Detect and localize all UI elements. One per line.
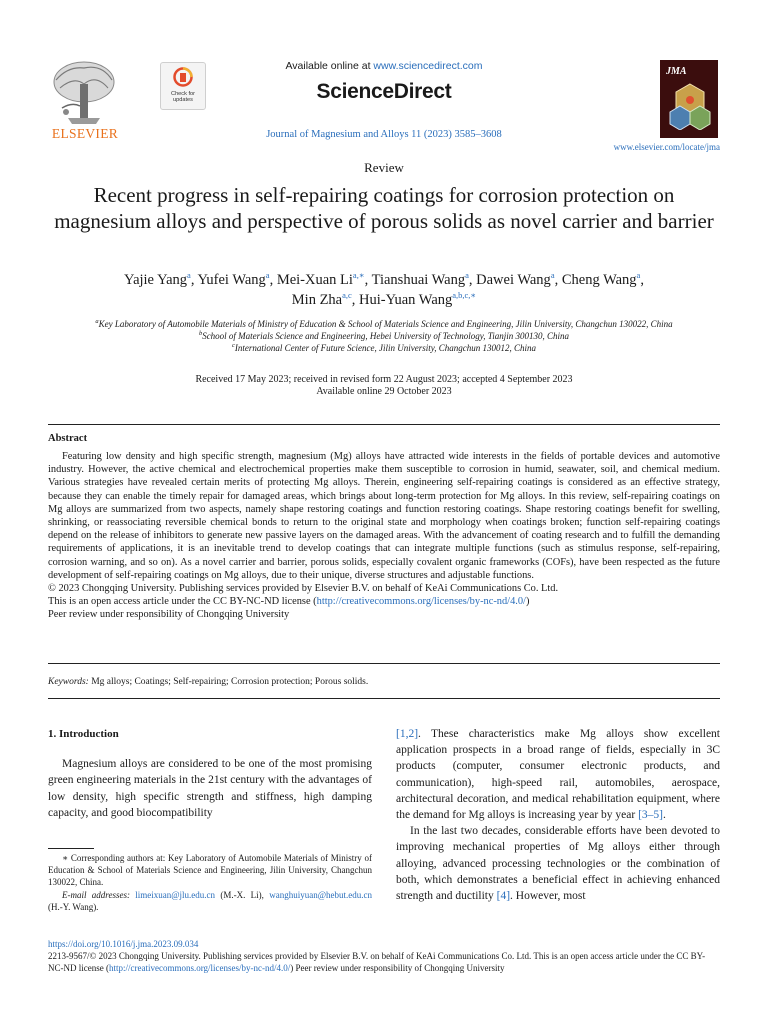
journal-homepage-link[interactable]: www.elsevier.com/locate/jma xyxy=(613,142,720,152)
sciencedirect-link[interactable]: www.sciencedirect.com xyxy=(373,60,483,72)
right-column xyxy=(396,726,720,904)
page-footer xyxy=(48,938,720,974)
author[interactable]: Min Zha$^{a,c}$, xyxy=(291,290,360,308)
author[interactable]: Cheng Wang$^a$, xyxy=(561,270,644,288)
affiliation-a: $^a$Key Laboratory of Automobile Materials of Ministry of Education & School of Materials Science and Engineering, Jilin University, Changchun 130022, China xyxy=(95,318,673,329)
citation-link[interactable]: [1,2] xyxy=(396,728,419,740)
keywords-bottom-rule xyxy=(48,698,720,699)
article-dates xyxy=(48,374,720,398)
available-online xyxy=(200,60,568,72)
abstract xyxy=(48,450,720,622)
author[interactable]: Tianshuai Wang$^a$, xyxy=(371,270,477,288)
author[interactable]: Yufei Wang$^a$, xyxy=(197,270,277,288)
elsevier-wordmark: ELSEVIER xyxy=(51,126,119,141)
abstract-copyright: © 2023 Chongqing University. Publishing services provided by Elsevier B.V. on behalf of KeAi Communications Co. Ltd. xyxy=(48,583,559,595)
keywords xyxy=(48,677,720,687)
abstract-license: This is an open access article under the CC BY-NC-ND license (http://creativecommons.org/licenses/by-nc-nd/4.0/) xyxy=(48,596,530,608)
keywords-text: Mg alloys; Coatings; Self-repairing; Corrosion protection; Porous solids. xyxy=(88,677,369,687)
sciencedirect-brand: ScienceDirect xyxy=(316,80,452,103)
footnote-rule xyxy=(48,848,94,849)
abstract-top-rule xyxy=(48,424,720,425)
author[interactable]: Dawei Wang$^a$, xyxy=(476,270,562,288)
affiliation-c: $^c$International Center of Future Science, Jilin University, Changchun 130012, China xyxy=(231,342,536,353)
footer-license-link[interactable]: http://creativecommons.org/licenses/by-nc-nd/4.0/ xyxy=(108,963,291,973)
check-updates-line2: updates xyxy=(173,97,193,103)
license-link[interactable]: http://creativecommons.org/licenses/by-nc-nd/4.0/ xyxy=(316,596,526,608)
abstract-peer-review: Peer review under responsibility of Chongqing University xyxy=(48,609,290,621)
author[interactable]: Mei-Xuan $Li^{a,∗}$, xyxy=(276,270,372,288)
doi-link[interactable]: https://doi.org/10.1016/j.jma.2023.09.034 xyxy=(48,939,199,949)
check-updates-icon xyxy=(173,67,193,89)
footnote-emails: E-mail addresses: limeixuan@jlu.edu.cn (M.-X. Li), wanghuiyuan@hebut.edu.cn (H.-Y. Wang). xyxy=(48,889,372,912)
available-prefix: Available online at xyxy=(285,60,374,72)
affiliation-b: $^b$School of Materials Science and Engineering, Hebei University of Technology, Tianjin 300130, China xyxy=(198,330,570,341)
check-updates-line1: Check for xyxy=(171,91,195,97)
citation-link[interactable]: [3–5] xyxy=(638,809,663,822)
author-list xyxy=(48,270,720,310)
article-title: Recent progress in self-repairing coatings for corrosion protection on magnesium alloys and perspective of porous solids as novel carrier and barrier xyxy=(54,183,714,233)
keywords-label: Keywords: xyxy=(48,677,89,687)
email-link-li[interactable]: limeixuan@jlu.edu.cn xyxy=(135,889,216,900)
affiliations xyxy=(48,318,720,354)
email-link-wang[interactable]: wanghuiyuan@hebut.edu.cn xyxy=(269,889,372,900)
footnote-text: ∗ Corresponding authors at: Key Laboratory of Automobile Materials of Ministry of Education & School of Materials Science and Engineering, Jilin University, Changchun 130022, China. xyxy=(48,853,372,888)
intro-paragraph-1-cont: [1,2]. These characteristics make Mg alloys show excellent application prospects in a broad range of fields, especially in 3C products (computer, consumer electronic products, and communication), high-speed rail, automobiles, aerospace, architectural decoration, and medical rehabilitation equipment, where the demand for Mg alloys is increasing year by year [3–5]. xyxy=(396,728,720,822)
author[interactable]: Yajie Yang$^a$, xyxy=(124,270,198,288)
cover-title: JMA xyxy=(666,66,687,77)
abstract-body: Featuring low density and high specific strength, magnesium (Mg) alloys have attracted wide interests in the fields of portable devices and automotive industry. However, the active chemical and electrochemical properties make them susceptible to corrosion in humid, seawater, soil, and chemical medium. Various strategies have revealed certain merits of protecting Mg alloys. Therein, engineering self-repairing coatings is considered as an effective strategy, because they can enable the timely repair for damaged areas, which brings about long-term protection for Mg alloys. In this review, self-repairing coatings on Mg alloys are summarized from two aspects, namely shape restoring coatings and function restoring coatings. Shape restoring coatings benefit for swelling, shrinking, or reassociating reversible chemical bonds to return to the original state and morphology when coatings broken; function self-repairing coatings depend on the release of inhibitors to generate new passive layers on the damaged areas. With the advancement of coating research and to fulfill the demanding requirements of applications, it is an inevitable trend to develop coatings that can integrate multiple functions (such as stimulus response, self-repairing, corrosion warning, and so on). As a novel carrier and barrier, porous solids, especially covalent organic frameworks (COFs), have been respected as the future development of self-repairing coatings on Mg alloys, due to their unique, diverse structures and adjustable functions. xyxy=(48,451,720,581)
article-type: Review xyxy=(364,160,404,175)
cover-hexagons-graphic xyxy=(668,82,712,130)
section-heading-introduction: 1. Introduction xyxy=(48,728,119,740)
corresponding-author-footnote xyxy=(48,852,372,913)
citation-link[interactable]: [4] xyxy=(496,890,511,903)
intro-paragraph-2: In the last two decades, considerable efforts have been devoted to improving mechanical properties of Mg alloys either through alloying, advanced processing technologies or the combination of both, which demonstrates a beneficial effect in achieving enhanced strength and ductility [4]. However, most xyxy=(396,825,720,903)
journal-reference[interactable]: Journal of Magnesium and Alloys 11 (2023) 3585–3608 xyxy=(266,129,502,140)
footer-license: 2213-9567/© 2023 Chongqing University. Publishing services provided by Elsevier B.V. on behalf of KeAi Communications Co. Ltd. This is an open access article under the CC BY-NC-ND license (http://creativecommons.org/licenses/by-nc-nd/4.0/) Peer review under responsibility of Chongqing University xyxy=(48,951,706,973)
left-column xyxy=(48,726,372,821)
keywords-top-rule xyxy=(48,663,720,664)
journal-cover-image xyxy=(660,60,718,138)
intro-paragraph-1: Magnesium alloys are considered to be one of the most promising green engineering materials in the 21st century with the advantages of low density, high specific strength and stiffness, high damping capacity, and good biocompatibility xyxy=(48,758,372,819)
author[interactable]: Hui-Yuan Wang$^{a,b,c,∗}$ xyxy=(359,290,477,308)
online-date: Available online 29 October 2023 xyxy=(316,386,452,397)
received-dates: Received 17 May 2023; received in revised form 22 August 2023; accepted 4 September 2023 xyxy=(195,374,573,385)
abstract-heading: Abstract xyxy=(48,433,88,444)
